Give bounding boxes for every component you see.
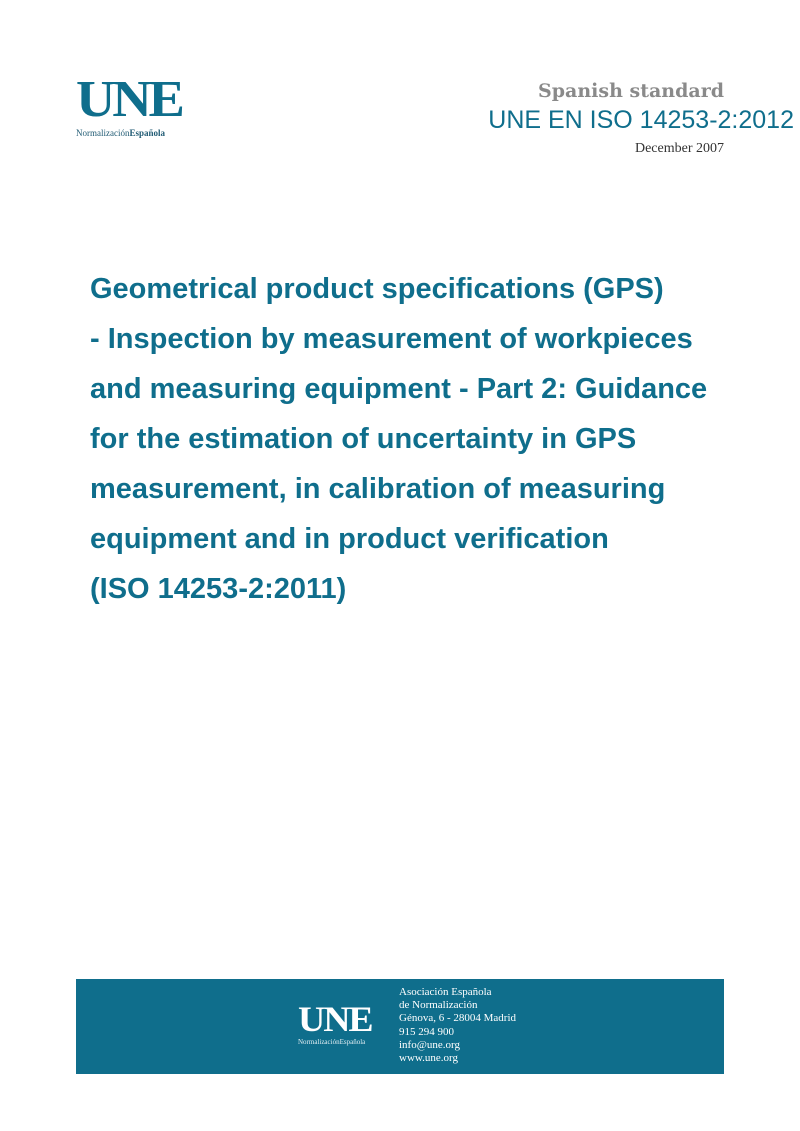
title-line: equipment and in product verification [90,523,609,555]
address-phone: 915 294 900 [399,1025,454,1038]
standard-header [488,80,794,157]
title-line: (ISO 14253-2:2011) [90,573,347,605]
standard-code: UNE EN ISO 14253-2:2012 [488,106,794,134]
logo-tagline [76,128,196,138]
footer-band [76,979,724,1074]
address-street: Génova, 6 - 28004 Madrid [399,1012,517,1025]
logo-tagline-part1: Normalización [76,128,130,138]
title-line: Geometrical product specifications (GPS) [90,273,664,305]
logo-wordmark: UNE [76,71,182,128]
document-title [90,264,750,614]
standard-date: December 2007 [634,141,724,156]
standard-type: Spanish standard [538,80,724,102]
address-website: www.une.org [399,1052,458,1065]
footer-une-logo [298,999,372,1046]
title-line: and measuring equipment - Part 2: Guidance [90,373,708,405]
address-org-line1: Asociación Española [399,986,492,998]
footer-logo-tagline [298,1038,368,1046]
footer-logo-wordmark: UNE [298,999,372,1039]
footer-tagline-part2: Española [339,1038,366,1046]
footer-tagline-part1: Normalización [298,1038,340,1046]
footer-address [399,986,516,1065]
address-email: info@une.org [399,1038,460,1051]
title-line: measurement, in calibration of measuring [90,473,666,505]
address-org-line2: de Normalización [399,999,478,1012]
title-line: - Inspection by measurement of workpieces [90,323,693,355]
logo-tagline-part2: Española [129,128,166,138]
title-line: for the estimation of uncertainty in GPS [90,423,637,455]
une-logo [76,71,196,138]
